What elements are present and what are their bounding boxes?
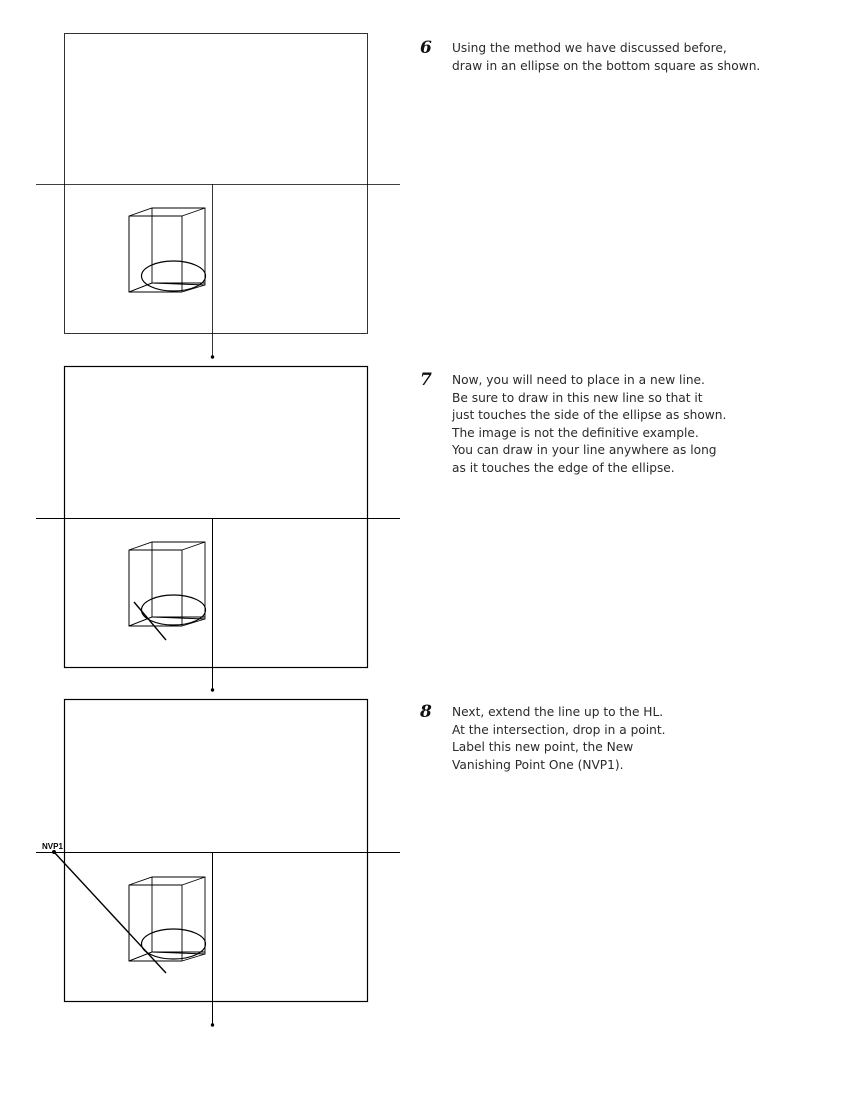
figure-step-6 (36, 34, 400, 359)
tangent-line (134, 602, 166, 640)
extended-tangent-line (54, 852, 166, 973)
cube (129, 542, 205, 626)
ellipse (142, 595, 206, 625)
cube (129, 208, 205, 292)
step-text-line: At the intersection, drop in a point. (452, 722, 666, 737)
step-text-line: Vanishing Point One (NVP1). (452, 757, 624, 772)
step-text-line: draw in an ellipse on the bottom square as shown. (452, 58, 761, 73)
figure-step-7 (36, 367, 400, 692)
step-text-line: Label this new point, the New (452, 740, 634, 754)
step-text-line: You can draw in your line anywhere as long (452, 443, 717, 457)
step-text-line: Now, you will need to place in a new line. (452, 373, 705, 387)
step-text-line: Using the method we have discussed before, (452, 41, 727, 55)
cube (129, 877, 205, 961)
step-text-line: just touches the side of the ellipse as shown. (452, 408, 727, 422)
step-text (452, 40, 760, 75)
step-text (452, 704, 666, 774)
ellipse (142, 929, 206, 959)
step-text (452, 372, 726, 477)
picture-plane-frame (65, 367, 368, 668)
picture-plane-frame (65, 34, 368, 334)
line-end-dot (211, 689, 213, 691)
step-text-line: as it touches the edge of the ellipse. (452, 460, 675, 475)
ellipse (142, 261, 206, 291)
step-number: 7 (420, 370, 432, 390)
step-text-line: The image is not the definitive example. (452, 425, 699, 440)
step-text-line: Be sure to draw in this new line so that it (452, 390, 703, 405)
step-text-line: Next, extend the line up to the HL. (452, 705, 664, 719)
line-end-dot (211, 1024, 213, 1026)
step-number: 6 (420, 38, 432, 58)
figure-step-8 (36, 700, 400, 1027)
line-end-dot (211, 356, 213, 358)
nvp1-label: NVP1 (42, 842, 63, 851)
picture-plane-frame (65, 700, 368, 1002)
step-number: 8 (420, 702, 432, 722)
